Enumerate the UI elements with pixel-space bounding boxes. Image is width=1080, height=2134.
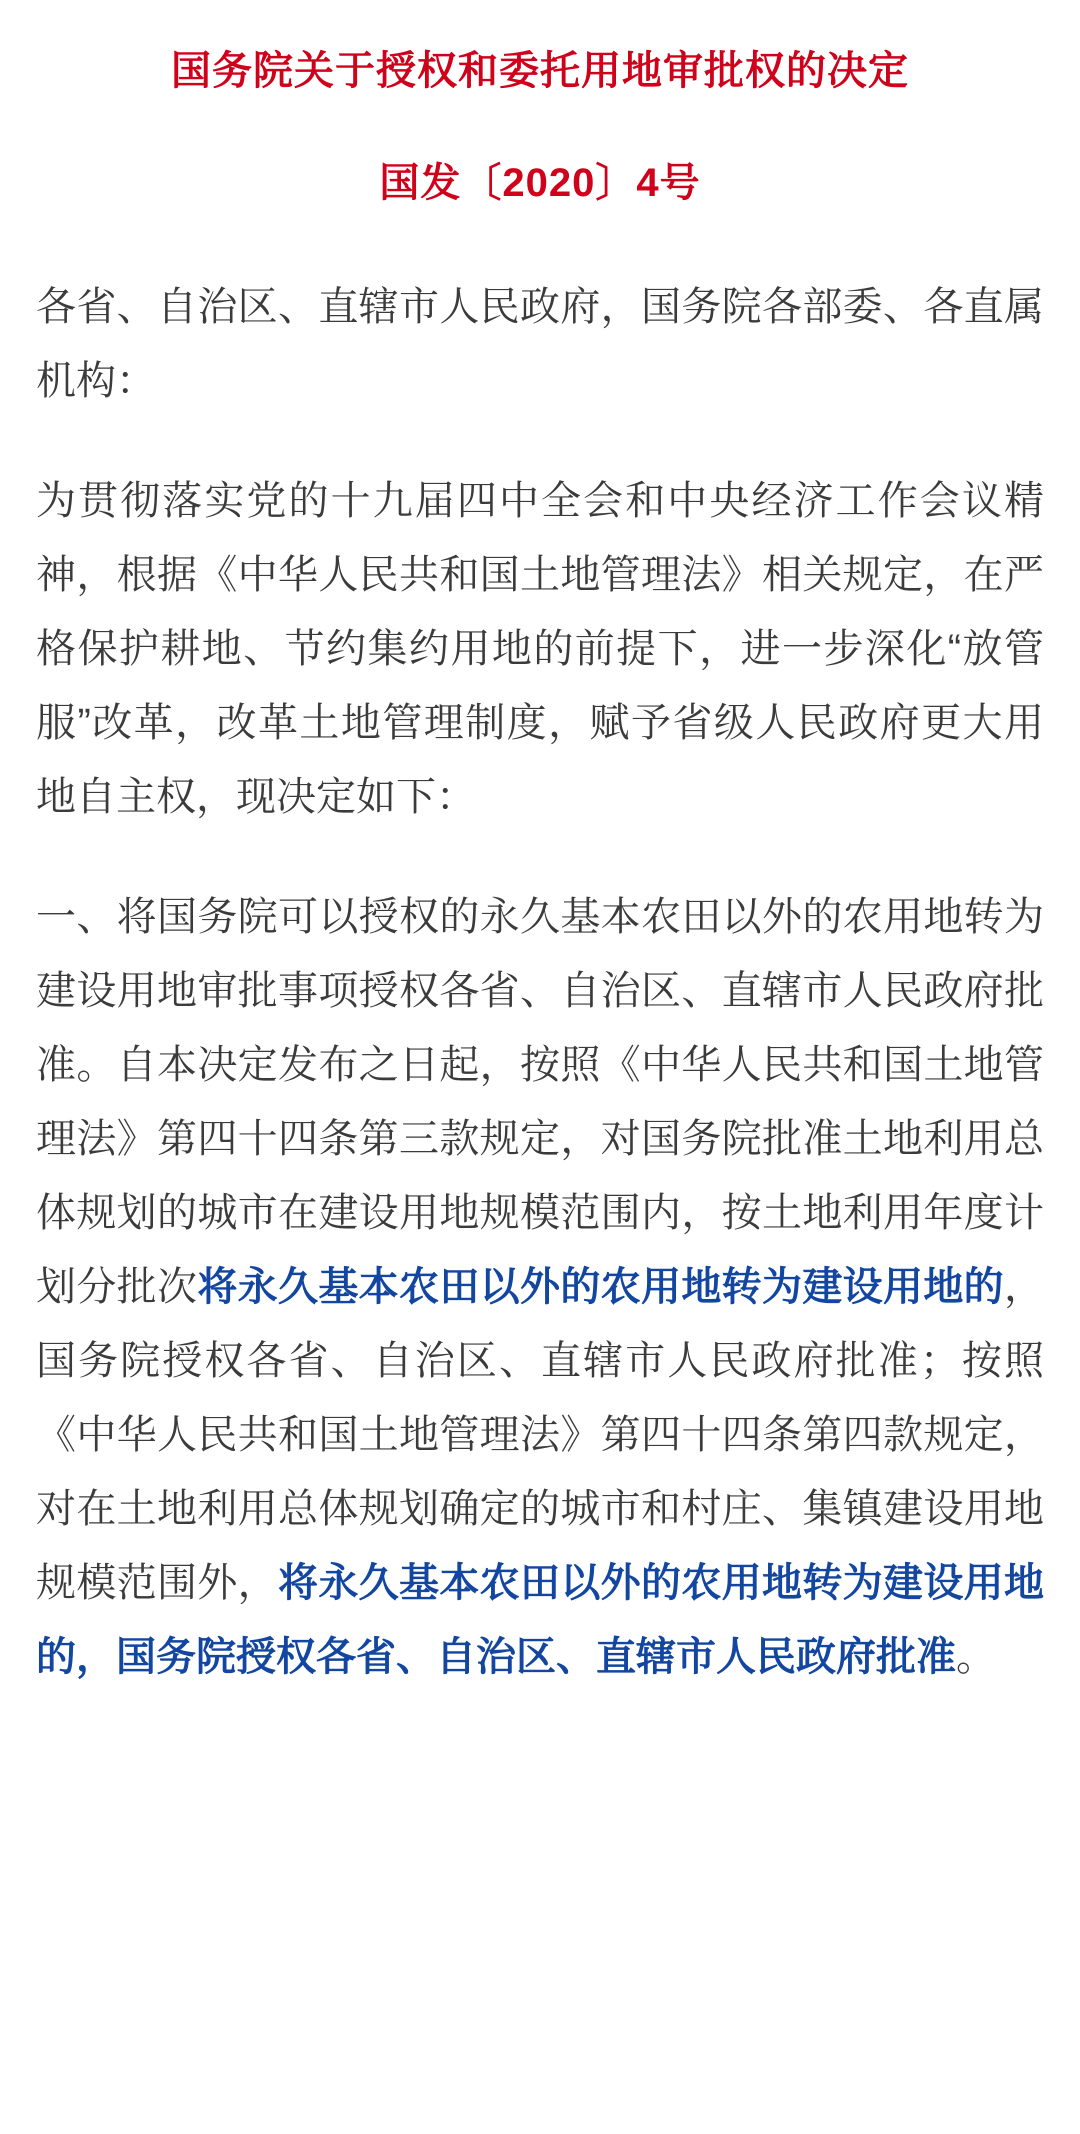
page-bottom-spacer bbox=[36, 1694, 1044, 1734]
body-text: 。 bbox=[956, 1635, 996, 1679]
document-number: 国发〔2020〕4号 bbox=[379, 161, 701, 205]
highlighted-text: 将永久基本农田以外的农用地转为建设用地的 bbox=[197, 1265, 1005, 1309]
paragraph-preamble bbox=[36, 464, 1044, 834]
body-text: 为贯彻落实党的十九届四中全会和中央经济工作会议精神，根据《中华人民共和国土地管理法》相关规定，在严格保护耕地、节约集约用地的前提下，进一步深化“放管服”改革，改革土地管理制度，赋予省级人民政府更大用地自主权，现决定如下： bbox=[36, 479, 1044, 819]
document-title: 国务院关于授权和委托用地审批权的决定 bbox=[171, 49, 909, 93]
body-text: ，国务院授权各省、自治区、直辖市人民政府批准；按照《中华人民共和国土地管理法》第四十四条第四款规定，对在土地利用总体规划确定的城市和村庄、集镇建设用地规模范围外， bbox=[36, 1265, 1045, 1605]
body-text: 各省、自治区、直辖市人民政府，国务院各部委、各直属机构： bbox=[36, 285, 1044, 403]
document-body bbox=[36, 270, 1044, 1694]
highlighted-text: 将永久基本农田以外的农用地转为建设用地的，国务院授权各省、自治区、直辖市人民政府批准 bbox=[36, 1561, 1044, 1679]
paragraph-article-one bbox=[36, 880, 1044, 1694]
body-text: 一、将国务院可以授权的永久基本农田以外的农用地转为建设用地审批事项授权各省、自治区、直辖市人民政府批准。自本决定发布之日起，按照《中华人民共和国土地管理法》第四十四条第三款规定，对国务院批准土地利用总体规划的城市在建设用地规模范围内，按土地利用年度计划分批次 bbox=[36, 895, 1044, 1309]
paragraph-addressee bbox=[36, 270, 1044, 418]
